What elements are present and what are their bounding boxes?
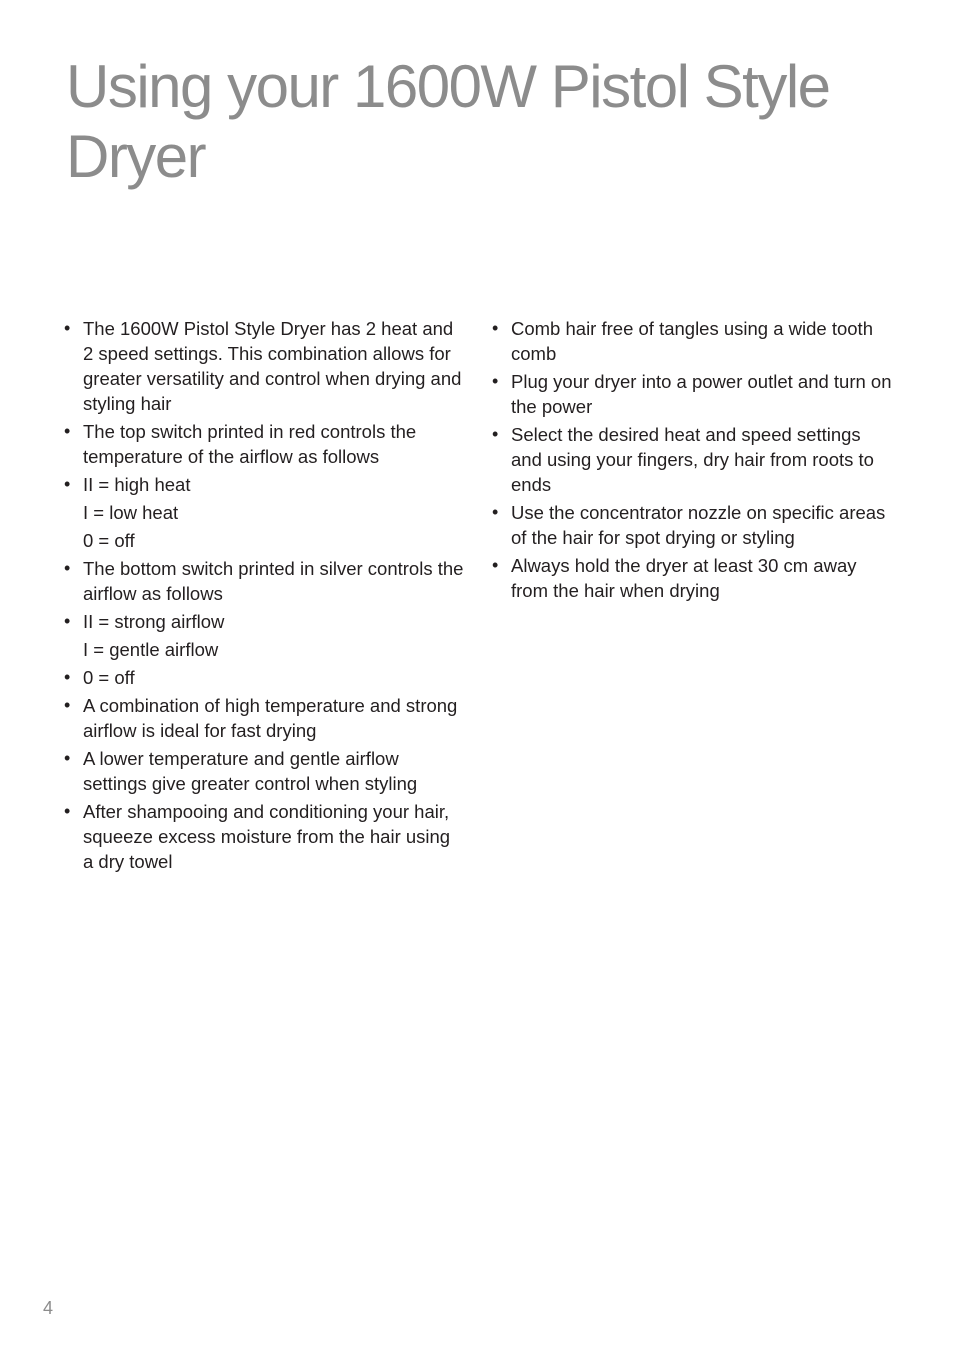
instructions-right-column <box>492 316 892 606</box>
list-item: • II = high heat <box>64 472 464 497</box>
list-item: • Always hold the dryer at least 30 cm away from the hair when drying <box>492 553 892 603</box>
list-item: • A combination of high temperature and strong airflow is ideal for fast drying <box>64 693 464 743</box>
list-item: • A lower temperature and gentle airflow settings give greater control when styling <box>64 746 464 796</box>
list-item: • Plug your dryer into a power outlet and turn on the power <box>492 369 892 419</box>
list-item: • Comb hair free of tangles using a wide tooth comb <box>492 316 892 366</box>
page-number: 4 <box>43 1298 54 1318</box>
list-item: • II = strong airflow <box>64 609 464 634</box>
list-item: • After shampooing and conditioning your hair, squeeze excess moisture from the hair using a dry towel <box>64 799 464 874</box>
list-item: I = gentle airflow <box>83 639 219 660</box>
list-item: • Use the concentrator nozzle on specific areas of the hair for spot drying or styling <box>492 500 892 550</box>
list-item: • The 1600W Pistol Style Dryer has 2 heat and 2 speed settings. This combination allows for greater versatility and control when drying and styling hair <box>64 316 464 416</box>
list-item: 0 = off <box>83 530 135 551</box>
list-item: I = low heat <box>83 502 179 523</box>
page-title: Using your 1600W Pistol Style Dryer <box>66 53 830 190</box>
list-item: • The top switch printed in red controls the temperature of the airflow as follows <box>64 419 464 469</box>
list-item: • The bottom switch printed in silver controls the airflow as follows <box>64 556 464 606</box>
list-item: • Select the desired heat and speed settings and using your fingers, dry hair from roots to ends <box>492 422 892 497</box>
list-item: • 0 = off <box>64 665 464 690</box>
instructions-left-column <box>64 316 464 877</box>
